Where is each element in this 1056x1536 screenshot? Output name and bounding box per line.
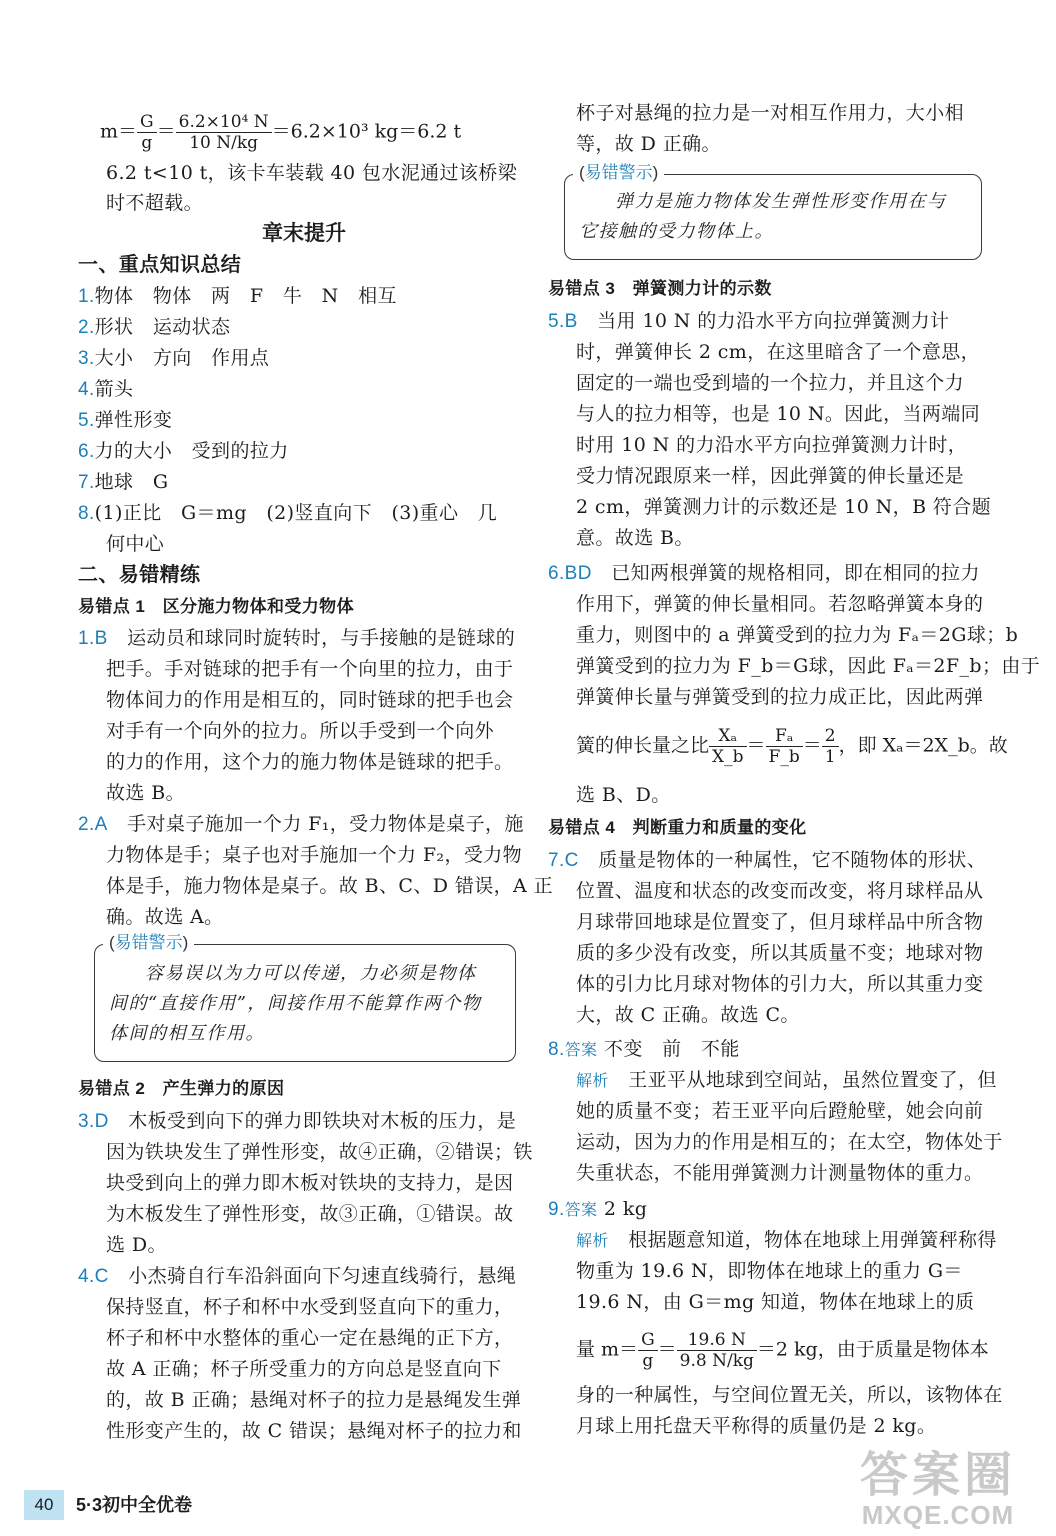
warning-box-2: [564, 163, 982, 260]
q7-line: 大，故 C 正确。故选 C。: [576, 1004, 800, 1026]
q5-line: 受力情况跟原来一样，因此弹簧的伸长量还是: [576, 465, 965, 487]
warning-line: 间的“直接作用”，间接作用不能算作两个物: [109, 993, 482, 1014]
q4-line: 杯子和杯中水整体的重心一定在悬绳的正下方，: [106, 1327, 514, 1349]
watermark-en: MXQE.COM: [861, 1500, 1015, 1530]
intro-line-1: 6.2 t<10 t，该卡车装载 40 包水泥通过该桥梁: [106, 162, 518, 184]
book-title: 5·3初中全优卷: [76, 1495, 193, 1515]
q5-line: 5.B 当用 10 N 的力沿水平方向拉弹簧测力计: [548, 310, 950, 332]
q2-line: 确。故选 A。: [106, 906, 224, 928]
q7-line: 位置、温度和状态的改变而改变，将月球样品从: [576, 880, 984, 902]
q7-line: 月球带回地球是位置变了，但月球样品中所含物: [576, 911, 984, 933]
q1-line: 故选 B。: [106, 782, 186, 804]
list-item: 6.力的大小 受到的拉力: [78, 440, 289, 462]
q6-line: 弹簧伸长量与弹簧受到的拉力成正比，因此两弹: [576, 686, 984, 708]
q1-line: 把手。手对链球的把手有一个向里的拉力，由于: [106, 658, 514, 680]
q6-line: 6.BD 已知两根弹簧的规格相同，即在相同的拉力: [548, 562, 980, 584]
q8-line: 解析 王亚平从地球到空间站，虽然位置变了，但: [576, 1069, 997, 1091]
error-point-2-heading: 易错点 2 产生弹力的原因: [78, 1079, 285, 1098]
q3-line: 为木板发生了弹性形变，故③正确，①错误。故: [106, 1203, 514, 1225]
formula-mass: m＝ $\frac{G}{g}$ ＝ $\frac{\text{6.2×10⁴ N}}{10 N/kg}$ ＝6.2×10³ kg＝6.2 t: [100, 112, 462, 153]
warning-box-1: [94, 933, 516, 1062]
q3-line: 块受到向上的弹力即木板对铁块的支持力，是因: [106, 1172, 514, 1194]
list-item: 1.物体 物体 两 F 牛 N 相互: [78, 285, 397, 307]
list-item-cont: 何中心: [106, 533, 165, 555]
q5-line: 时用 10 N 的力沿水平方向拉弹簧测力计时，: [576, 434, 968, 456]
q5-line: 固定的一端也受到墙的一个拉力，并且这个力: [576, 372, 965, 394]
q6-formula: 簧的伸长量之比 $\frac{\text{Xₐ}}{X\_b}$ ＝ $\frac{\text{Fₐ}}{F\_b}$ ＝ $\frac{2}{1}$ ，即 Xₐ＝2X_b。故: [576, 726, 1008, 767]
q2-line: 体是手，施力物体是桌子。故 B、C、D 错误，A 正: [106, 875, 553, 897]
q3-line: 3.D 木板受到向下的弹力即铁块对木板的压力，是: [78, 1110, 517, 1132]
section-1-heading: 一、重点知识总结: [78, 254, 242, 276]
q1-line: 的力的作用，这个力的施力物体是链球的把手。: [106, 751, 514, 773]
q9-line: 19.6 N，由 G＝mg 知道，物体在地球上的质: [576, 1291, 975, 1313]
warning-line: 弹力是施力物体发生弹性形变作用在与: [615, 191, 947, 212]
q9-answer: 9.答案 2 kg: [548, 1198, 648, 1220]
q6-line: 选 B、D。: [576, 784, 671, 806]
intro-line-2: 时不超载。: [106, 192, 204, 214]
watermark-logo: [860, 1450, 1016, 1528]
q4-line: 4.C 小杰骑自行车沿斜面向下匀速直线骑行，悬绳: [78, 1265, 517, 1287]
page-number: 40: [24, 1490, 64, 1520]
q5-line: 2 cm，弹簧测力计的示数还是 10 N，B 符合题: [576, 496, 992, 518]
q8-line: 她的质量不变；若王亚平向后蹬舱壁，她会向前: [576, 1100, 984, 1122]
q7-line: 体的引力比月球对物体的引力大，所以其重力变: [576, 973, 984, 995]
q9-formula: 量 m＝ $\frac{G}{g}$ ＝ $\frac{19.6 N}{9.8 N/kg}$ ＝2 kg，由于质量是物体本: [576, 1330, 989, 1371]
watermark-cn: 答案圈: [859, 1449, 1016, 1502]
q9-line: 物重为 19.6 N，即物体在地球上的重力 G＝: [576, 1260, 963, 1282]
warning-line: 体间的相互作用。: [109, 1023, 265, 1044]
q8-answer: 8.答案 不变 前 不能: [548, 1038, 740, 1060]
list-item: 3.大小 方向 作用点: [78, 347, 270, 369]
list-item: 5.弹性形变: [78, 409, 173, 431]
q1-line: 物体间力的作用是相互的，同时链球的把手也会: [106, 689, 514, 711]
q7-line: 质的多少没有改变，所以其质量不变；地球对物: [576, 942, 984, 964]
q4-cont-line: 杯子对悬绳的拉力是一对相互作用力，大小相: [576, 102, 965, 124]
q7-line: 7.C 质量是物体的一种属性，它不随物体的形状、: [548, 849, 987, 871]
chapter-title: 章末提升: [262, 222, 346, 245]
q5-line: 与人的拉力相等，也是 10 N。因此，当两端同: [576, 403, 981, 425]
warning-tag: (易错警示): [573, 160, 664, 186]
q2-line: 力物体是手；桌子也对手施加一个力 F₂，受力物: [106, 844, 523, 866]
q8-line: 运动，因为力的作用是相互的；在太空，物体处于: [576, 1131, 1003, 1153]
q3-line: 因为铁块发生了弹性形变，故④正确，②错误；铁: [106, 1141, 533, 1163]
list-item: 4.箭头: [78, 378, 134, 400]
q4-line: 保持竖直，杯子和杯中水受到竖直向下的重力，: [106, 1296, 514, 1318]
list-item: 8.(1)正比 G＝mg (2)竖直向下 (3)重心 几: [78, 502, 498, 524]
q1-line: 对手有一个向外的拉力。所以手受到一个向外: [106, 720, 495, 742]
list-item: 2.形状 运动状态: [78, 316, 231, 338]
warning-line: 它接触的受力物体上。: [579, 221, 774, 242]
warning-line: 容易误以为力可以传递，力必须是物体: [145, 963, 477, 984]
q4-line: 性形变产生的，故 C 错误；悬绳对杯子的拉力和: [106, 1420, 522, 1442]
q5-line: 意。故选 B。: [576, 527, 694, 549]
q6-line: 重力，则图中的 a 弹簧受到的拉力为 Fₐ＝2G球；b: [576, 624, 1019, 646]
q8-line: 失重状态，不能用弹簧测力计测量物体的重力。: [576, 1162, 984, 1184]
q4-line: 的，故 B 正确；悬绳对杯子的拉力是悬绳发生弹: [106, 1389, 522, 1411]
section-2-heading: 二、易错精练: [78, 564, 201, 586]
q4-cont-line: 等，故 D 正确。: [576, 133, 721, 155]
warning-tag: (易错警示): [103, 930, 194, 956]
q9-line: 解析 根据题意知道，物体在地球上用弹簧秤称得: [576, 1229, 997, 1251]
list-item: 7.地球 G: [78, 471, 169, 493]
q6-line: 弹簧受到的拉力为 F_b＝G球，因此 Fₐ＝2F_b；由于: [576, 655, 1041, 677]
q1-line: 1.B 运动员和球同时旋转时，与手接触的是链球的: [78, 627, 516, 649]
q3-line: 选 D。: [106, 1234, 167, 1256]
q9-line: 身的一种属性，与空间位置无关，所以，该物体在: [576, 1384, 1003, 1406]
q2-line: 2.A 手对桌子施加一个力 F₁，受力物体是桌子，施: [78, 813, 524, 835]
error-point-1-heading: 易错点 1 区分施力物体和受力物体: [78, 597, 354, 616]
q6-line: 作用下，弹簧的伸长量相同。若忽略弹簧本身的: [576, 593, 984, 615]
error-point-3-heading: 易错点 3 弹簧测力计的示数: [548, 279, 772, 298]
error-point-4-heading: 易错点 4 判断重力和质量的变化: [548, 818, 807, 837]
q5-line: 时，弹簧伸长 2 cm，在这里暗含了一个意思，: [576, 341, 981, 363]
q4-line: 故 A 正确；杯子所受重力的方向总是竖直向下: [106, 1358, 502, 1380]
q9-line: 月球上用托盘天平称得的质量仍是 2 kg。: [576, 1415, 937, 1437]
